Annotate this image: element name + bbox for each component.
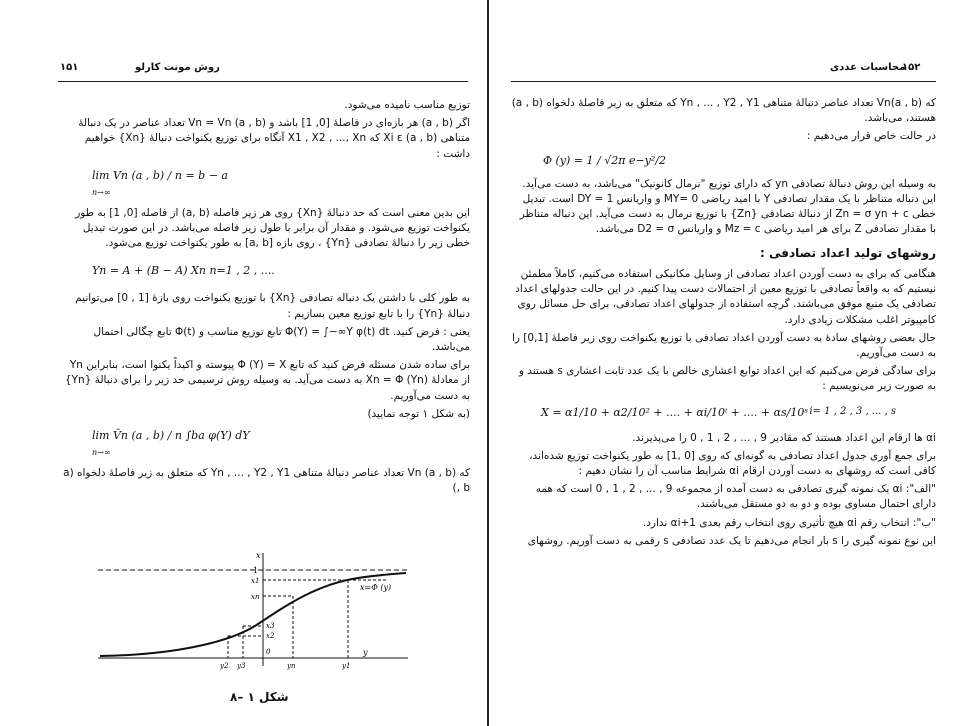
paragraph: که (a , b) Vn تعداد عناصر دنبالهٔ متناهی Yn , ... , Y2 , Y1 که متعلق به زیر فاصلهٔ دلخواه (a , b) (63, 466, 470, 495)
tick-label: 0 (266, 648, 271, 656)
curve-label: x=Φ (y) (360, 583, 392, 592)
limit-equation-2: lim V̄n (a , b) / n ∫ba φ(Y) dY n→∞ (92, 429, 250, 458)
paragraph: این نوع نمونه گیری را s بار انجام می‌دهیم تا یک عدد تصادفی s رقمی به دست آوریم. روشهای (527, 534, 936, 547)
tick-label: x2 (266, 632, 275, 640)
paragraph: "ب": انتخاب رقم αi هیچ تأثیری روی انتخاب رقم بعدی αi+1 ندارد. (642, 516, 936, 529)
right-running-title: محاسبات عددی (830, 62, 906, 73)
header-rule (58, 81, 468, 82)
paragraph: در حالت خاص قرار می‌دهیم : (806, 130, 936, 143)
paragraph: به وسیله این روش دنبالهٔ تصادفی yn که دارای توزیع "نرمال کانونیک" می‌باشد، به دست می‌آید. این دنباله متناظر با یک مقدار تصادفی Y با امید ریاضی MY= 0 و واریانس DY = 1 است. تبدیل خطی Zn = σ yn + c از دنبالهٔ تصادفی {Zn} با توزیع نرمال به دست می‌آید. این دنباله متناظر با مقدار تصادفی Z برای هر امید ریاضی Mz = c و واریانس D2 = σ می‌باشد. (519, 177, 936, 236)
left-running-title: روش مونت کارلو (135, 62, 220, 73)
left-body-text (60, 98, 470, 499)
right-page (489, 0, 977, 726)
paragraph: هنگامی که برای به دست آوردن اعداد تصادفی از وسایل مکانیکی استفاده می‌کنیم، کاملاً مطمئن نیستیم که به واقعاً تصادفی با توزیع معین از احتمالات دست پیدا کنیم. در این حالت جدولهای اعداد تصادفی یک منبع موفق می‌باشند. گرچه استفاده از جدولهای اعداد تصادفی، برای حل مسائل روی کامپیوتر اغلب مشکلات زیادی دارد. (515, 267, 936, 326)
transform-equation: Yn = A + (B − A) Xn n=1 , 2 , .... (92, 264, 275, 278)
paragraph: برای سادگی فرض می‌کنیم که این اعداد توابع اعشاری خالص با یک عدد ثابت اعشاری s هستند و به صورت زیر می‌نویسیم : (518, 365, 936, 393)
paragraph: این بدین معنی است که حد دنبالهٔ {Xn} روی هر زیر فاصله (a, b) از فاصله [0, 1] به طور یکنواخت توزیع می‌شود. و مقدار آن برابر با طول زیر فاصله می‌باشد. در این صورت تبدیل خطی زیر را دنبالهٔ تصادفی {Yn} ، روی بازه [a, b] به طور یکنواخت توزیع می‌شود. (75, 206, 470, 250)
tick-label: 1 (253, 566, 259, 575)
figure-caption: شکل ۱ –۸ (230, 690, 289, 704)
paragraph: به طور کلی با داشتن یک دنباله تصادفی {Xn} با توزیع یکنواخت روی بازهٔ [1 , 0] می‌توانیم دنبالهٔ {Yn} را با تابع توزیع معین بسازیم : (75, 292, 470, 320)
tick-label: y1 (342, 662, 351, 670)
left-page (0, 0, 487, 726)
tick-label: x1 (251, 577, 260, 585)
paragraph: برای ساده شدن مسئله فرض کنید که تابع Φ (Y) = X پیوسته و اکیداً یکنوا است، بنابراین Yn از معادلهٔ Xn = Φ (Yn) به دست می‌آید. به وسیله روش ترسیمی حد زیر را برای دنبالهٔ {Yn} به دست می‌آوریم. (64, 359, 470, 402)
left-page-number: ۱۵۱ (60, 62, 79, 73)
limit-equation: lim Vn (a , b) / n = b − a n→∞ (92, 168, 228, 197)
header-rule (511, 81, 936, 82)
paragraph: αi ها ارقام این اعداد هستند که مقادیر 9 , ... , 2 , 1 , 0 را می‌پذیرند. (632, 431, 936, 444)
right-page-number: ۱۵۲ (902, 62, 921, 73)
paragraph: یعنی : فرض کنید. Φ(Y) = ∫−∞Y φ(t) dt تابع توزیع مناسب و Φ(t) تابع چگالی احتمال می‌باشد. (93, 325, 470, 353)
paragraph: توزیع مناسب نامیده می‌شود. (344, 99, 470, 111)
tick-label: xn (251, 593, 260, 601)
tick-label: y2 (220, 662, 229, 670)
tick-label: x3 (266, 622, 275, 630)
normal-density-equation: Φ (y) = 1 / √2π e−y²/2 (543, 153, 667, 167)
axis-label: y (363, 648, 368, 657)
tick-label: yn (287, 662, 296, 670)
paragraph: اگر (a , b) هر بازه‌ای در فاصلهٔ [0, 1] باشد و Vn = Vn (a , b) تعداد عناصر در یک دنبالهٔ متناهی Xi ε (a , b) که X1 , X2 , ..., Xn آنگاه برای توزیع یکنواخت دنبالهٔ {Xn} خواهیم داشت : (78, 117, 470, 160)
paragraph: حال بعضی روشهای سادهٔ به دست آوردن اعداد تصادفی با توزیع یکنواخت روی زیر فاصلهٔ [0,1] را به دست می‌آوریم. (511, 331, 936, 359)
tick-label: x (256, 551, 261, 560)
paragraph: (به شکل ۱ توجه نمایید) (367, 407, 470, 420)
decimal-expansion-equation: X = α1/10 + α2/10² + .... + αi/10ⁱ + .... + αs/10ˢ i= 1 , 2 , 3 , ... , s (541, 405, 896, 419)
tick-label: y3 (237, 662, 246, 670)
distribution-figure (88, 548, 418, 673)
paragraph: که Vn(a , b) تعداد عناصر دنبالهٔ متناهی Yn , ... , Y2 , Y1 که متعلق به زیر فاصلهٔ دلخواه (a , b) هستند، می‌باشد. (511, 97, 936, 125)
right-body-text (511, 96, 936, 552)
paragraph: "الف": αi یک نمونه گیری تصادفی به دست آمده از مجموعه 9 , ... , 2 , 1 , 0 است که همه دارای احتمال مساوی بوده و دو به دو مستقل می‌باشند. (535, 483, 936, 511)
paragraph: برای جمع آوری جدول اعداد تصادفی به گونه‌ای که روی [0 ,1] به طور یکنواخت توزیع شده‌اند، کافی است که روشهای به دست آوردن ارقام αi شرایط مناسب آن را نشان دهیم : (529, 449, 936, 477)
section-heading: روشهای تولید اعداد تصادفی : (760, 246, 936, 261)
